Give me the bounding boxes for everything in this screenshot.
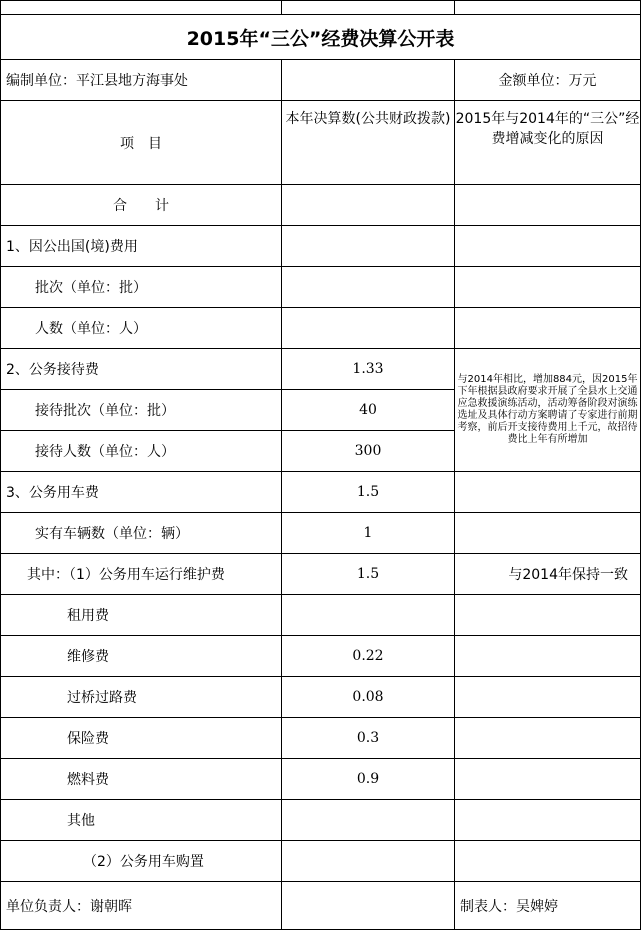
row-value: 0.08 bbox=[282, 677, 455, 718]
row-label: 批次（单位：批） bbox=[1, 267, 282, 308]
header-reason: 2015年与2014年的“三公”经费增减变化的原因 bbox=[455, 101, 641, 185]
row-reason bbox=[455, 841, 641, 882]
row-label: 合 计 bbox=[1, 185, 282, 226]
row-label: 人数（单位：人） bbox=[1, 308, 282, 349]
row-reason bbox=[455, 759, 641, 800]
spacer-cell bbox=[455, 1, 641, 15]
header-item: 项 目 bbox=[1, 101, 282, 185]
row-value bbox=[282, 226, 455, 267]
row-label: 其他 bbox=[1, 800, 282, 841]
row-reason bbox=[455, 800, 641, 841]
row-label: 接待人数（单位：人） bbox=[1, 431, 282, 472]
footer-leader: 单位负责人：谢朝晖 bbox=[1, 882, 282, 930]
row-label: （2）公务用车购置 bbox=[1, 841, 282, 882]
table-title: 2015年“三公”经费决算公开表 bbox=[1, 15, 641, 60]
row-value bbox=[282, 595, 455, 636]
row-value: 40 bbox=[282, 390, 455, 431]
row-label: 实有车辆数（单位：辆） bbox=[1, 513, 282, 554]
row-value bbox=[282, 308, 455, 349]
row-value bbox=[282, 267, 455, 308]
row-value bbox=[282, 800, 455, 841]
row-value bbox=[282, 841, 455, 882]
empty-cell bbox=[282, 882, 455, 930]
row-reason bbox=[455, 185, 641, 226]
row-label: 1、因公出国(境)费用 bbox=[1, 226, 282, 267]
row-label: 保险费 bbox=[1, 718, 282, 759]
row-value: 300 bbox=[282, 431, 455, 472]
row-value: 1.5 bbox=[282, 472, 455, 513]
row-reason bbox=[455, 677, 641, 718]
row-value: 0.3 bbox=[282, 718, 455, 759]
row-reason bbox=[455, 718, 641, 759]
footer-preparer: 制表人：吴婢婷 bbox=[455, 882, 641, 930]
row-reason bbox=[455, 226, 641, 267]
row-reason bbox=[455, 513, 641, 554]
row-label: 其中：（1）公务用车运行维护费 bbox=[1, 554, 282, 595]
row-label: 租用费 bbox=[1, 595, 282, 636]
row-label: 燃料费 bbox=[1, 759, 282, 800]
reception-reason-note: 与2014年相比，增加884元，因2015年下年根据县政府要求开展了全县水上交通应急救援演练活动，活动筹备阶段对演练选址及具体行动方案聘请了专家进行前期考察，前后开支接待费用上千元，故招待费比上年有所增加 bbox=[455, 349, 641, 472]
row-label: 接待批次（单位：批） bbox=[1, 390, 282, 431]
row-label: 维修费 bbox=[1, 636, 282, 677]
row-value: 1 bbox=[282, 513, 455, 554]
row-value: 0.22 bbox=[282, 636, 455, 677]
spacer-cell bbox=[282, 1, 455, 15]
row-value: 0.9 bbox=[282, 759, 455, 800]
row-label: 2、公务接待费 bbox=[1, 349, 282, 390]
row-value: 1.5 bbox=[282, 554, 455, 595]
row-reason bbox=[455, 308, 641, 349]
spacer-cell bbox=[1, 1, 282, 15]
row-value: 1.33 bbox=[282, 349, 455, 390]
row-reason bbox=[455, 267, 641, 308]
row-reason bbox=[455, 595, 641, 636]
empty-cell bbox=[282, 60, 455, 101]
row-label: 过桥过路费 bbox=[1, 677, 282, 718]
vehicle-reason-note: 与2014年保持一致 bbox=[455, 554, 641, 595]
header-amount: 本年决算数(公共财政拨款) bbox=[282, 101, 455, 185]
unit-label: 编制单位：平江县地方海事处 bbox=[1, 60, 282, 101]
row-reason bbox=[455, 636, 641, 677]
row-reason bbox=[455, 472, 641, 513]
row-label: 3、公务用车费 bbox=[1, 472, 282, 513]
row-value bbox=[282, 185, 455, 226]
amount-unit: 金额单位：万元 bbox=[455, 60, 641, 101]
